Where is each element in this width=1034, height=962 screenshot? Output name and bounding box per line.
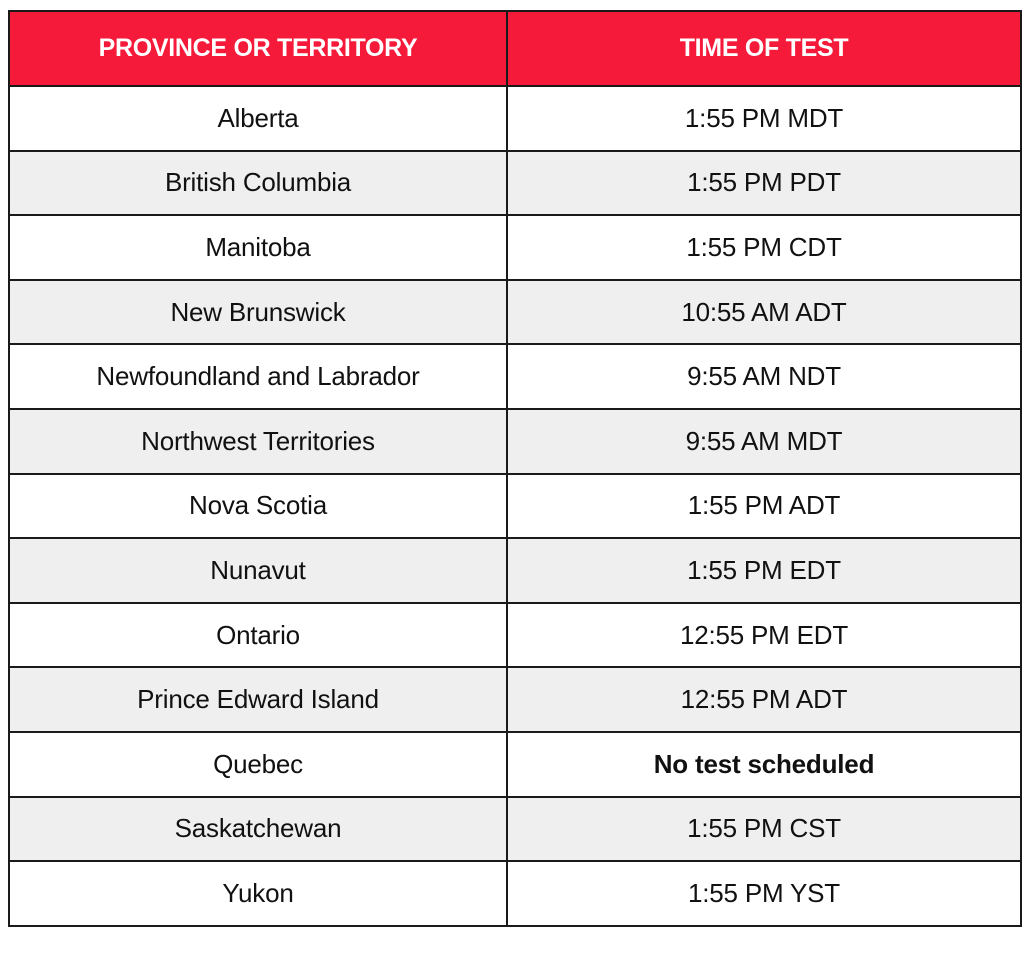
table-row [9,86,1021,151]
table-header [9,11,1021,86]
province-cell: Nunavut [9,538,507,603]
province-cell: Nova Scotia [9,474,507,539]
time-of-test-cell: No test scheduled [507,732,1021,797]
table-row [9,280,1021,345]
table-row [9,409,1021,474]
time-of-test-cell: 9:55 AM MDT [507,409,1021,474]
province-cell: Northwest Territories [9,409,507,474]
province-cell: Ontario [9,603,507,668]
table-row [9,538,1021,603]
time-of-test-cell: 9:55 AM NDT [507,344,1021,409]
province-cell: Saskatchewan [9,797,507,862]
header-row [9,11,1021,86]
time-of-test-cell: 1:55 PM MDT [507,86,1021,151]
time-of-test-cell: 1:55 PM EDT [507,538,1021,603]
table-row [9,215,1021,280]
table-row [9,344,1021,409]
table-row [9,151,1021,216]
header-time-of-test: TIME OF TEST [507,11,1021,86]
time-of-test-cell: 12:55 PM EDT [507,603,1021,668]
province-cell: British Columbia [9,151,507,216]
province-cell: Manitoba [9,215,507,280]
province-cell: Yukon [9,861,507,926]
time-of-test-cell: 10:55 AM ADT [507,280,1021,345]
header-province-or-territory: PROVINCE OR TERRITORY [9,11,507,86]
table-row [9,732,1021,797]
time-of-test-cell: 1:55 PM PDT [507,151,1021,216]
time-of-test-cell: 1:55 PM CST [507,797,1021,862]
province-cell: Alberta [9,86,507,151]
table-row [9,797,1021,862]
test-schedule-table [8,10,1022,927]
table-row [9,474,1021,539]
table-body [9,86,1021,926]
time-of-test-cell: 1:55 PM ADT [507,474,1021,539]
province-cell: New Brunswick [9,280,507,345]
province-cell: Newfoundland and Labrador [9,344,507,409]
province-cell: Prince Edward Island [9,667,507,732]
time-of-test-cell: 12:55 PM ADT [507,667,1021,732]
table-row [9,667,1021,732]
time-of-test-cell: 1:55 PM CDT [507,215,1021,280]
table-row [9,603,1021,668]
time-of-test-cell: 1:55 PM YST [507,861,1021,926]
table-row [9,861,1021,926]
province-cell: Quebec [9,732,507,797]
